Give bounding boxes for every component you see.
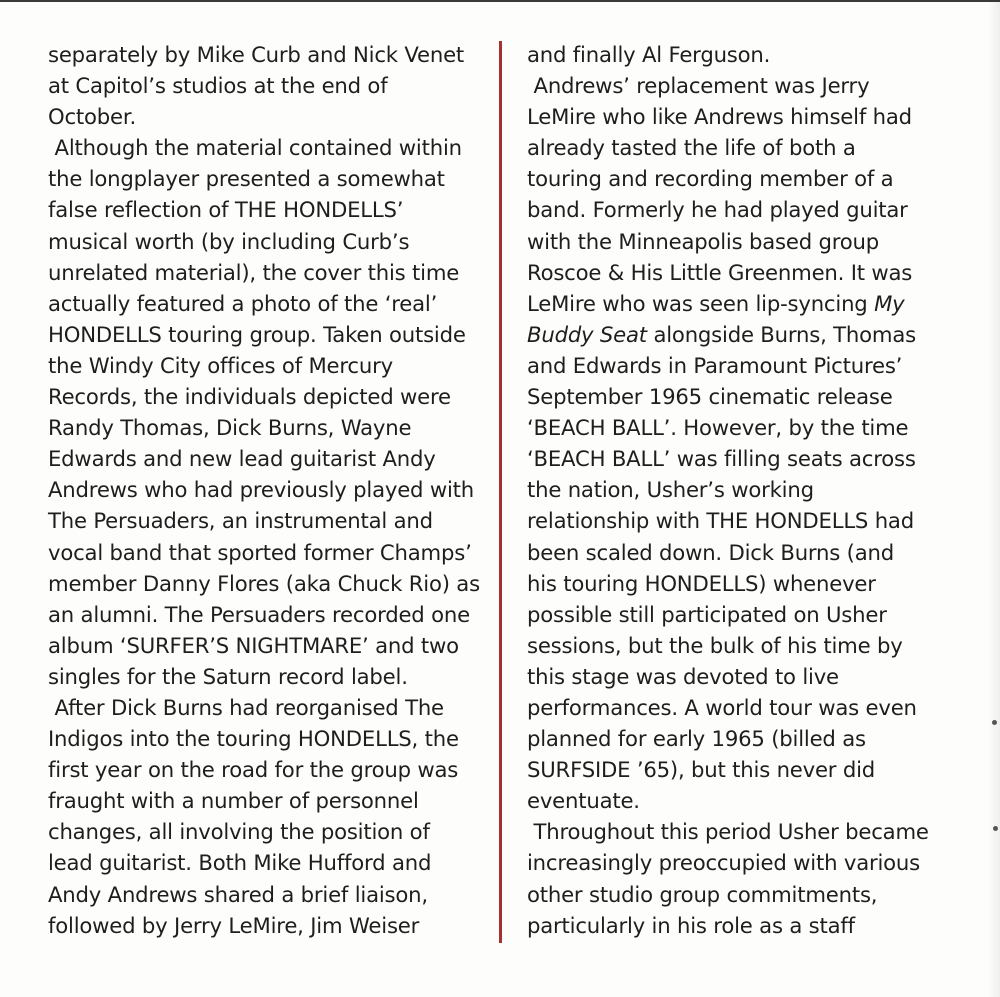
body-text: album ‘SURFER’S NIGHTMARE’ and two [48,632,459,658]
text-line [48,847,488,878]
text-line [527,692,957,723]
left-text-column [48,39,488,941]
body-text: followed by Jerry LeMire, Jim Weiser [48,912,420,938]
text-line [48,70,488,101]
text-line [527,288,957,319]
text-line [48,132,488,163]
text-line [48,661,488,692]
body-text: The Persuaders, an instrumental and [48,508,433,534]
body-text: Records, the individuals depicted were [48,384,451,410]
text-line [527,661,957,692]
body-text: lead guitarist. Both Mike Hufford and [48,850,432,876]
text-line [48,443,488,474]
body-text: the longplayer presented a somewhat [48,166,445,192]
text-line [48,785,488,816]
body-text: Indigos into the touring HONDELLS, the [48,726,459,752]
text-line [48,194,488,225]
text-line [48,474,488,505]
right-text-column [527,39,957,941]
body-text: alongside Burns, Thomas [646,321,916,347]
text-line [48,879,488,910]
italic-title-text: Buddy Seat [527,321,647,347]
text-line [48,910,488,941]
text-line [527,847,957,878]
body-text: performances. A world tour was even [527,694,917,720]
text-line [527,257,957,288]
text-line [48,816,488,847]
text-line [48,412,488,443]
body-text: Throughout this period Usher became [527,819,929,845]
text-line [48,288,488,319]
body-text: unrelated material), the cover this time [48,259,460,285]
body-text: already tasted the life of both a [527,135,856,161]
text-line [527,568,957,599]
body-text: false reflection of THE HONDELLS’ [48,197,404,223]
body-text: October. [48,104,136,130]
body-text: eventuate. [527,788,640,814]
text-line [48,537,488,568]
text-line [527,39,957,70]
body-text: singles for the Saturn record label. [48,663,408,689]
body-text: September 1965 cinematic release [527,384,893,410]
body-text: at Capitol’s studios at the end of [48,73,388,99]
body-text: ‘BEACH BALL’. However, by the time [527,415,909,441]
text-line [48,754,488,785]
body-text: and Edwards in Paramount Pictures’ [527,352,903,378]
body-text: SURFSIDE ’65), but this never did [527,757,876,783]
body-text: ‘BEACH BALL’ was filling seats across [527,446,916,472]
text-line [527,443,957,474]
body-text: sessions, but the bulk of his time by [527,632,903,658]
body-text: with the Minneapolis based group [527,228,880,254]
body-text: planned for early 1965 (billed as [527,726,866,752]
italic-title-text: My [874,290,905,316]
body-text: HONDELLS touring group. Taken outside [48,321,466,347]
text-line [527,101,957,132]
body-text: Although the material contained within [48,135,462,161]
body-text: this stage was devoted to live [527,663,839,689]
text-line [527,505,957,536]
text-line [48,163,488,194]
text-line [527,723,957,754]
text-line [48,630,488,661]
text-line [527,754,957,785]
body-text: separately by Mike Curb and Nick Venet [48,42,465,67]
text-line [527,381,957,412]
body-text: actually featured a photo of the ‘real’ [48,290,438,316]
body-text: changes, all involving the position of [48,819,430,845]
body-text: band. Formerly he had played guitar [527,197,908,223]
text-line [527,194,957,225]
body-text: other studio group commitments, [527,881,878,907]
text-line [48,226,488,257]
text-line [527,412,957,443]
body-text: and finally Al Ferguson. [527,42,771,67]
body-text: Andy Andrews shared a brief liaison, [48,881,428,907]
body-text: his touring HONDELLS) whenever [527,570,876,596]
text-line [527,474,957,505]
body-text: first year on the road for the group was [48,757,459,783]
body-text: Edwards and new lead guitarist Andy [48,446,436,472]
text-line [48,319,488,350]
text-line [48,101,488,132]
page-speck [992,720,997,725]
body-text: increasingly preoccupied with various [527,850,920,876]
text-line [527,132,957,163]
text-line [48,568,488,599]
body-text: vocal band that sported former Champs’ [48,539,472,565]
body-text: an alumni. The Persuaders recorded one [48,601,470,627]
page-top-edge [0,0,1000,2]
text-line [527,226,957,257]
text-line [527,785,957,816]
body-text: musical worth (by including Curb’s [48,228,410,254]
text-line [48,381,488,412]
text-line [48,599,488,630]
body-text: Roscoe & His Little Greenmen. It was [527,259,913,285]
text-line [527,537,957,568]
body-text: particularly in his role as a staff [527,912,855,938]
body-text: fraught with a number of personnel [48,788,419,814]
text-line [527,816,957,847]
body-text: After Dick Burns had reorganised The [48,694,444,720]
body-text: Andrews’ replacement was Jerry [527,73,870,99]
text-line [48,723,488,754]
body-text: Randy Thomas, Dick Burns, Wayne [48,415,412,441]
text-line [48,692,488,723]
column-divider-rule [499,41,502,943]
body-text: touring and recording member of a [527,166,894,192]
text-line [527,350,957,381]
body-text: relationship with THE HONDELLS had [527,508,914,534]
text-line [527,879,957,910]
text-line [48,39,488,70]
body-text: Andrews who had previously played with [48,477,474,503]
text-line [527,910,957,941]
text-line [48,350,488,381]
text-line [527,599,957,630]
text-line [527,163,957,194]
page-right-edge-shadow [988,0,1000,997]
body-text: the Windy City offices of Mercury [48,352,393,378]
text-line [527,319,957,350]
body-text: member Danny Flores (aka Chuck Rio) as [48,570,480,596]
text-line [48,505,488,536]
body-text: LeMire who was seen lip-syncing [527,290,875,316]
body-text: the nation, Usher’s working [527,477,814,503]
body-text: been scaled down. Dick Burns (and [527,539,894,565]
text-line [48,257,488,288]
text-line [527,630,957,661]
body-text: possible still participated on Usher [527,601,887,627]
page-speck [993,826,998,831]
body-text: LeMire who like Andrews himself had [527,104,912,130]
text-line [527,70,957,101]
